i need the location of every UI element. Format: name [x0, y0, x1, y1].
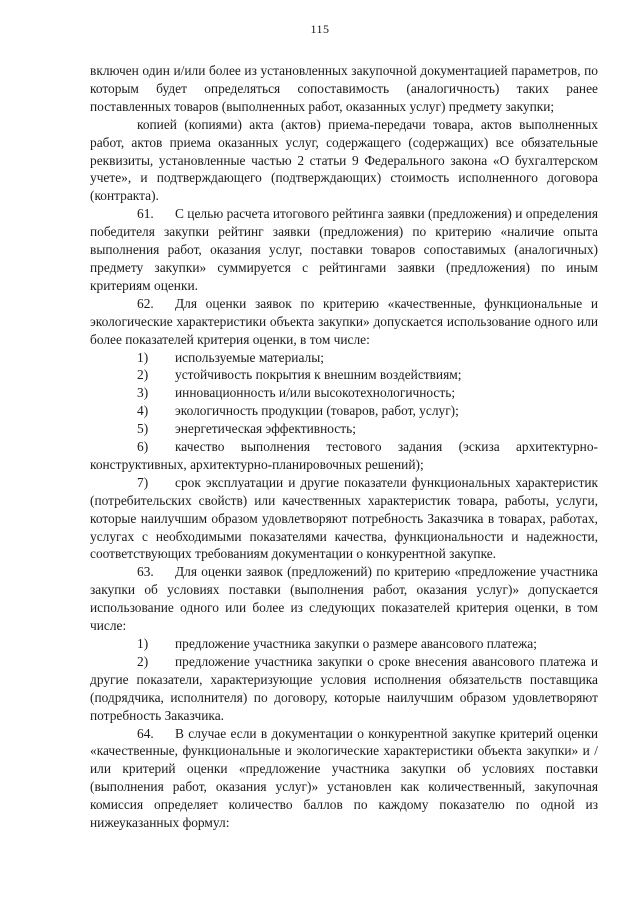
list-number: 7)	[137, 474, 149, 490]
list-number: 2)	[137, 367, 149, 383]
list-number: 4)	[137, 403, 149, 419]
list-number: 3)	[137, 385, 149, 401]
list-item: 1) предложение участника закупки о размере авансового платежа;	[137, 636, 537, 651]
clause-62: 62. Для оценки заявок по критерию «качественные, функциональные и экологические характеристики объекта закупки» допускается использование одного или более показателей критерия оценки, в том числе:	[90, 295, 598, 347]
list-number: 5)	[137, 421, 149, 437]
clause-number: 64.	[137, 725, 154, 741]
list-item: 2) предложение участника закупки о сроке внесения авансового платежа и другие показатели, характеризующие условия исполнения обязательств поставщика (подрядчика, исполнителя) по договору, которые наилучшим образом удовлетворяют потребность Заказчика.	[90, 653, 598, 723]
clause-number: 62.	[137, 295, 154, 311]
clause-63: 63. Для оценки заявок (предложений) по критерию «предложение участника закупки об условиях поставки (выполнения работ, оказания услуг)» допускается использование одного или более из следующих показателей критерия оценки, в том числе:	[90, 564, 598, 634]
list-item: 7) срок эксплуатации и другие показатели функциональных характеристик (потребительских свойств) или качественных характеристик товара, работы, услуги, которые наилучшим образом удовлетворяют потребность Заказчика в товарах, работах, услугах с необходимыми показателями качества, функциональности и надежности, соответствующих требованиям документации о конкурентной закупке.	[90, 474, 598, 562]
clause-64: 64. В случае если в документации о конкурентной закупке критерий оценки «качественные, функциональные и экологические характеристики объекта закупки» и /или критерий оценки «предложение участника закупки об условиях поставки (выполнения работ, оказания услуг)» установлен как количественный, закупочная комиссия определяет количество баллов по каждому показателю по одной из нижеуказанных формул:	[90, 725, 598, 831]
list-number: 6)	[137, 439, 149, 455]
clause-61: 61. С целью расчета итогового рейтинга заявки (предложения) и определения победителя закупки рейтинг заявки (предложения) по критерию «наличие опыта выполнения работ, оказания услуг, поставки товаров сопоставимых (аналогичных) предмету закупки» суммируется с рейтингами заявки (предложения) по иным критериям оценки.	[90, 206, 598, 293]
list-number: 1)	[137, 636, 149, 651]
clause-number: 61.	[137, 206, 154, 222]
clause-number: 63.	[137, 564, 154, 580]
list-item: 5) энергетическая эффективность;	[137, 421, 356, 437]
list-item: 4) экологичность продукции (товаров, работ, услуг);	[137, 403, 459, 419]
list-number: 1)	[137, 349, 149, 365]
paragraph-continuation: включен один и/или более из установленных закупочной документацией параметров, по которым будет определяться сопоставимость (аналогичность) таких ранее поставленных товаров (выполненных работ, оказанных услуг) предмету закупки;	[90, 63, 598, 114]
paragraph-act-copies: копией (копиями) акта (актов) приема-передачи товара, актов выполненных работ, актов приема оказанных услуг, содержащего (содержащих) все обязательные реквизиты, установленные частью 2 статьи 9 Федерального закона «О бухгалтерском учете», и подтверждающего (подтверждающих) стоимость исполненного договора (контракта).	[90, 116, 598, 204]
page-number: 115	[310, 22, 330, 36]
list-item: 1) используемые материалы;	[137, 349, 324, 365]
list-item: 3) инновационность и/или высокотехнологичность;	[137, 385, 456, 401]
document-body	[90, 62, 598, 832]
list-item: 2) устойчивость покрытия к внешним воздействиям;	[137, 367, 462, 383]
list-number: 2)	[137, 653, 149, 669]
list-item: 6) качество выполнения тестового задания (эскиза архитектурно-конструктивных, архитектурно-планировочных решений);	[90, 439, 598, 472]
